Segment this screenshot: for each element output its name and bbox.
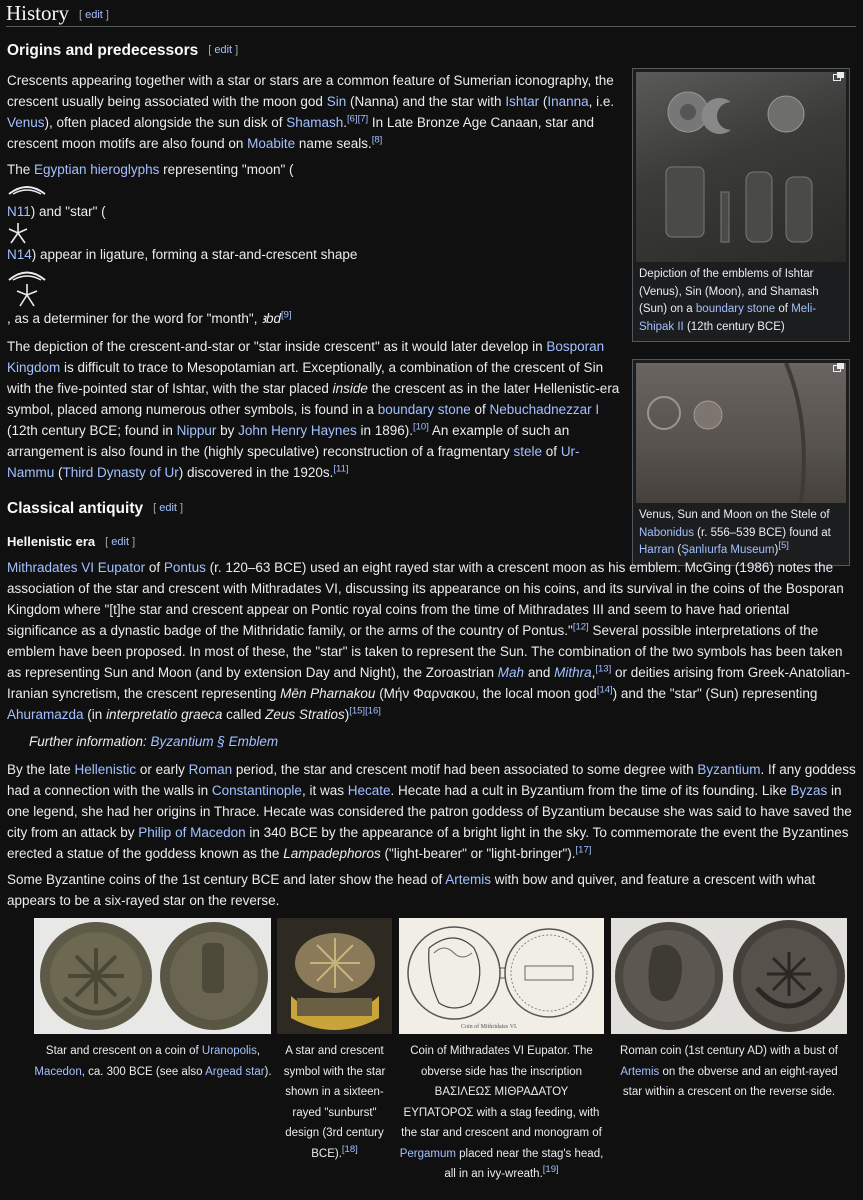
paragraph: N14) appear in ligature, forming a star-and-crescent shape (7, 247, 358, 262)
link[interactable]: boundary stone (377, 402, 471, 417)
citation[interactable]: [19] (542, 1164, 559, 1176)
citation[interactable]: [16] (365, 705, 381, 717)
link[interactable]: Argead star (205, 1065, 265, 1078)
link[interactable]: John Henry Haynes (238, 423, 357, 438)
section-heading-origins: Origins and predecessors [ edit ] (7, 42, 239, 59)
gallery-image-roman-coin[interactable] (611, 918, 847, 1034)
citation[interactable]: [17] (575, 844, 592, 856)
edit-link[interactable]: [ edit ] (153, 502, 184, 515)
star-and-crescent-hieroglyph-icon (7, 268, 47, 308)
citation[interactable]: [5] (778, 540, 789, 552)
gallery-caption: A star and crescent symbol with the star shown in a sixteen-rayed "sunburst" design (3rd century BCE).[18] (283, 1045, 386, 1160)
paragraph: Crescents appearing together with a star or stars are a common feature of Sumerian iconography, the crescent usually being associated with the moon god Sin (Nanna) and the star with Ishtar (Inanna, i.e. Venus), often placed alongside the sun disk of Shamash.[6][7] In Late Bronze Age Canaan, star and crescent moon motifs are also found on Moabite name seals.[8] (7, 73, 615, 151)
link[interactable]: Harran (639, 544, 675, 556)
citation[interactable]: [13] (595, 663, 612, 675)
link[interactable]: Ishtar (505, 94, 540, 109)
link[interactable]: Meli-Shipak II (639, 303, 817, 333)
link[interactable]: Egyptian hieroglyphs (34, 162, 160, 177)
link[interactable]: N14 (7, 247, 32, 262)
link[interactable]: Pontus (163, 560, 206, 575)
link[interactable]: Macedon (34, 1065, 82, 1078)
heading-title: History (6, 1, 69, 25)
citation[interactable]: [10] (413, 421, 429, 433)
paragraph: The depiction of the crescent-and-star or "star inside crescent" as it would later develop in Bosporan Kingdom is difficult to trace to Mesopotamian art. Exceptionally, a combination of the crescent of Sin with the five-pointed star of Ishtar, with the star placed inside the crescent as in the later Hellenistic-era symbol, placed among numerous other symbols, is found in a boundary stone of Nebuchadnezzar I (12th century BCE; found in Nippur by John Henry Haynes in 1896).[10] An example of such an arrangement is also found in the (highly speculative) reconstruction of a fragmentary stele of Ur-Nammu (Third Dynasty of Ur) discovered in the 1920s.[11] (7, 339, 620, 480)
link[interactable]: Shamash (286, 115, 344, 130)
star-hieroglyph-icon (7, 222, 29, 244)
gallery-caption: Roman coin (1st century AD) with a bust of Artemis on the obverse and an eight-rayed star within a crescent on the reverse side. (620, 1045, 838, 1098)
link[interactable]: Inanna (547, 94, 589, 109)
section-heading-history (6, 0, 856, 27)
link[interactable]: Hecate (347, 783, 391, 798)
citation[interactable]: [11] (333, 463, 349, 475)
magnify-icon[interactable] (833, 72, 844, 81)
link[interactable]: Ahuramazda (7, 707, 84, 722)
moon-hieroglyph-icon (7, 184, 47, 196)
link[interactable]: N11 (7, 204, 31, 219)
hatnote-further-information: Further information: Byzantium § Emblem (29, 734, 279, 749)
stele-image[interactable] (636, 363, 846, 503)
boundary-stone-image[interactable] (636, 72, 846, 262)
link[interactable]: Uranopolis (201, 1045, 257, 1057)
link[interactable]: Nabonidus (639, 526, 694, 539)
link[interactable]: Mah (497, 665, 525, 680)
link[interactable]: Roman (188, 762, 233, 777)
gallery-image-uranopolis-coin[interactable] (34, 918, 271, 1034)
gallery-caption: Star and crescent on a coin of Uranopolis, Macedon, ca. 300 BCE (see also Argead star). (34, 1045, 272, 1078)
link[interactable]: stele (513, 444, 543, 459)
link[interactable]: Constantinople (211, 783, 302, 798)
coin-engraving-label: Coin of Mithridates VI. (461, 1024, 518, 1030)
citation[interactable]: [14] (596, 684, 613, 696)
paragraph: Mithradates VI Eupator of Pontus (r. 120–63 BCE) used an eight rayed star with a crescent moon as his emblem. McGing (1986) notes the association of the star and crescent with Mithradates VI, discussing its appearance on his coins, and its survival in the coins of the Bosporan Kingdom where "[t]he star and crescent appear on Pontic royal coins from the time of Mithradates III and seem to have had oriental significance as a dynastic badge of the Mithridatic family, or the arms of the country of Pontus."[12] Several possible interpretations of the emblem have been proposed. In most of these, the "star" is taken to represent the Sun. The combination of the two symbols has been taken as representing Sun and Moon (and by extension Day and Night), the Zoroastrian Mah and Mithra,[13] or deities arising from Greek-Anatolian-Iranian syncretism, the crescent representing Mēn Pharnakou (Μήν Φαρνακου, the local moon god[14]) and the "star" (Sun) representing Ahuramazda (in interpretatio graeca called Zeus Stratios)[15][16] (7, 560, 850, 722)
link[interactable]: Artemis (620, 1065, 660, 1078)
paragraph: By the late Hellenistic or early Roman period, the star and crescent motif had been associated to some degree with Byzantium. If any goddess had a connection with the walls in Constantinople, it was Hecate. Hecate had a cult in Byzantium from the time of its founding. Like Byzas in one legend, she had her origins in Thrace. Hecate was considered the patron goddess of Byzantium because she was said to have saved the city from an attack by Philip of Macedon in 340 BCE by the appearance of a bright light in the sky. To commemorate the event the Byzantines erected a statue of the goddess known as the Lampadephoros ("light-bearer" or "light-bringer").[17] (7, 762, 856, 861)
link[interactable]: Philip of Macedon (138, 825, 246, 840)
citation[interactable]: [7] (357, 113, 369, 125)
link[interactable]: Third Dynasty of Ur (62, 465, 179, 480)
link[interactable]: Bosporan Kingdom (7, 339, 605, 375)
gallery-caption: Coin of Mithradates VI Eupator. The obverse side has the inscription ΒΑΣΙΛΕΩΣ ΜΙΘΡΑΔΑΤΟΥ ΕΥΠΑΤΟΡΟΣ with a stag feeding, with the star and crescent and monogram of Pergamum placed near the stag's head, all in an ivy-wreath.[19] (399, 1045, 604, 1180)
paragraph: N11) and "star" ( (7, 204, 106, 219)
link[interactable]: Nippur (176, 423, 217, 438)
link[interactable]: Ur-Nammu (7, 444, 580, 480)
link[interactable]: Byzantium § Emblem (150, 734, 279, 749)
link[interactable]: Moabite (247, 136, 296, 151)
link[interactable]: Artemis (445, 872, 492, 887)
citation[interactable]: [6] (347, 113, 358, 125)
edit-link[interactable]: [ edit ] (105, 536, 136, 549)
link[interactable]: boundary stone (695, 303, 776, 315)
section-heading-classical-antiquity: Classical antiquity [ edit ] (7, 500, 184, 517)
paragraph: , as a determiner for the word for "month", ꜣbd[9] (7, 309, 292, 326)
paragraph: Some Byzantine coins of the 1st century BCE and later show the head of Artemis with bow and quiver, and feature a crescent with what appears to be a six-rayed star on the reverse. (7, 872, 816, 908)
link[interactable]: Hellenistic (74, 762, 137, 777)
thumbnail-caption: Depiction of the emblems of Ishtar (Venus), Sin (Moon), and Shamash (Sun) on a boundary stone of Meli-Shipak II (12th century BCE) (636, 262, 846, 338)
edit-link[interactable]: [ edit ] (208, 44, 239, 57)
link[interactable]: Şanlıurfa Museum (681, 544, 775, 556)
gallery-image-mithradates-coin[interactable] (399, 918, 604, 1034)
link[interactable]: Nebuchadnezzar I (489, 402, 600, 417)
link[interactable]: Byzantium (697, 762, 761, 777)
citation[interactable]: [9] (281, 309, 292, 321)
link[interactable]: Mithradates VI Eupator (7, 560, 146, 575)
link[interactable]: Sin (326, 94, 347, 109)
gallery-image-sunburst-star[interactable] (277, 918, 392, 1034)
link[interactable]: Pergamum (399, 1147, 456, 1160)
citation[interactable]: [8] (371, 134, 383, 146)
citation[interactable]: [12] (572, 621, 589, 633)
link[interactable]: Venus (7, 115, 45, 130)
thumbnail-stele-nabonidus (632, 359, 850, 566)
thumbnail-caption: Venus, Sun and Moon on the Stele of Nabonidus (r. 556–539 BCE) found at Harran (Şanlıurfa Museum)[5] (636, 503, 846, 562)
citation[interactable]: [18] (341, 1143, 358, 1155)
edit-link[interactable]: [ edit ] (79, 9, 109, 22)
link[interactable]: Mithra (554, 665, 592, 680)
section-heading-hellenistic-era: Hellenistic era [ edit ] (7, 534, 136, 549)
paragraph: The Egyptian hieroglyphs representing "moon" ( (7, 162, 294, 177)
citation[interactable]: [15] (349, 705, 366, 717)
thumbnail-boundary-stone (632, 68, 850, 342)
magnify-icon[interactable] (833, 363, 844, 372)
link[interactable]: Byzas (790, 783, 828, 798)
